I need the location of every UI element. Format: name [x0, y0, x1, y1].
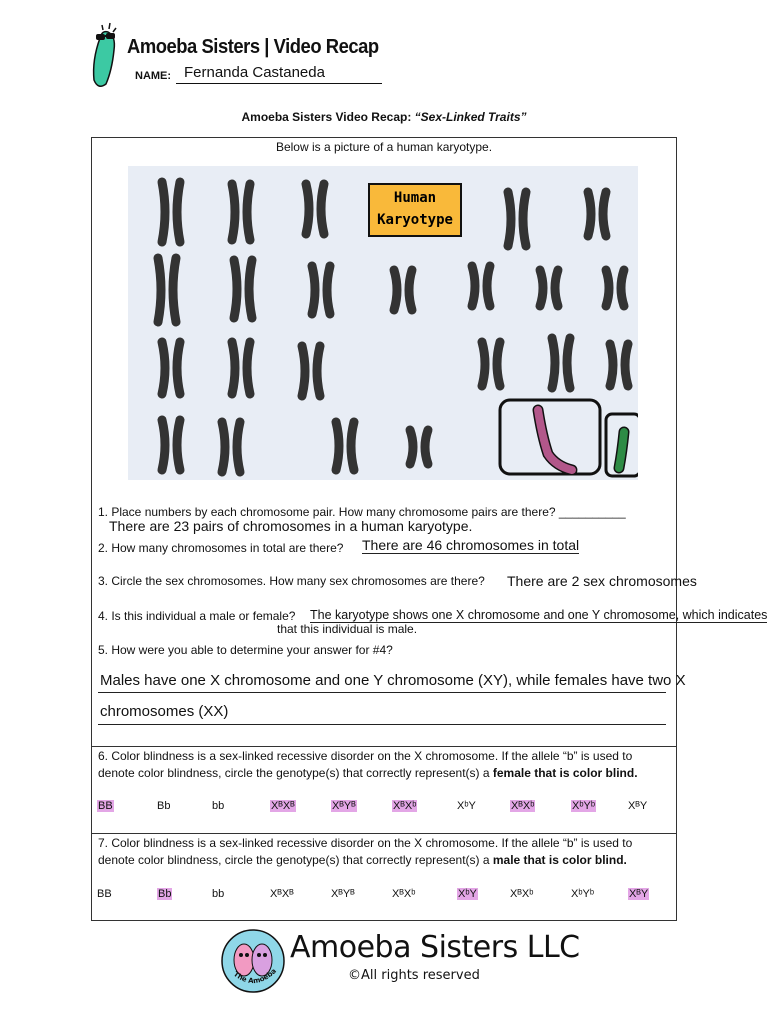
- answer-4[interactable]: The karyotype shows one X chromosome and one Y chromosome, which indicates: [310, 608, 768, 622]
- genotype-option[interactable]: XᵇY: [458, 888, 477, 900]
- chromosome: [177, 420, 180, 470]
- genotype-option[interactable]: XᵇYᵇ: [571, 888, 594, 900]
- chromosome: [234, 260, 237, 318]
- karyotype-image: [128, 166, 638, 480]
- genotype-option[interactable]: XᴮXᵇ: [510, 888, 534, 900]
- question-7-bold: male that is color blind.: [492, 853, 627, 867]
- answer-5-underline2: [98, 724, 666, 725]
- answer-5-line1[interactable]: Males have one X chromosome and one Y chromosome (XY), while females have two X: [100, 672, 686, 689]
- answer-1: There are 23 pairs of chromosomes in a human karyotype.: [109, 518, 473, 534]
- chromosome: [162, 342, 165, 394]
- genotype-option[interactable]: XᴮXᵇ: [393, 800, 417, 812]
- footer-company: Amoeba Sisters LLC: [290, 930, 580, 965]
- genotype-option[interactable]: XᵇY: [457, 800, 476, 812]
- chromosome: [232, 342, 235, 394]
- answer-3[interactable]: There are 2 sex chromosomes: [507, 573, 697, 589]
- chromosome: [482, 342, 485, 386]
- divider-q7: [91, 833, 677, 834]
- chromosome: [158, 258, 161, 322]
- chromosome: [249, 260, 252, 318]
- name-label: NAME:: [135, 70, 172, 82]
- chromosome: [410, 430, 413, 464]
- genotype-option[interactable]: BB: [97, 888, 112, 900]
- answer-2[interactable]: There are 46 chromosomes in total: [362, 537, 580, 553]
- chromosome: [621, 270, 624, 306]
- chromosome: [606, 270, 609, 306]
- genotype-option[interactable]: XᴮY: [629, 888, 649, 900]
- question-2: 2. How many chromosomes in total are there?: [98, 541, 344, 555]
- genotype-option[interactable]: XᴮXᴮ: [270, 888, 294, 900]
- genotype-option[interactable]: bb: [212, 800, 225, 812]
- amoeba-sisters-logo: [220, 928, 286, 994]
- chromosome: [472, 266, 475, 306]
- brand-title: Amoeba Sisters | Video Recap: [127, 36, 379, 58]
- question-6-line2: denote color blindness, circle the genotype(s) that correctly represent(s) a female that is color blind.: [98, 766, 638, 780]
- chromosome: [425, 430, 428, 464]
- title-topic: “Sex-Linked Traits”: [414, 110, 527, 124]
- chromosome: [222, 422, 225, 472]
- genotype-option[interactable]: Bb: [158, 888, 172, 900]
- genotype-option[interactable]: XᵇYᵇ: [572, 800, 595, 812]
- genotype-option[interactable]: XᴮYᴮ: [332, 800, 356, 812]
- intro-text: Below is a picture of a human karyotype.: [275, 140, 493, 154]
- chromosome: [247, 342, 250, 394]
- question-7-line1: 7. Color blindness is a sex-linked recessive disorder on the X chromosome. If the allele “b” is used to: [98, 836, 633, 850]
- answer-5-underline1: [98, 692, 666, 693]
- chromosome: [336, 422, 339, 470]
- logo-text: The Amoeba: [231, 966, 279, 986]
- amoeba-mascot-icon: [86, 20, 126, 90]
- genotype-option[interactable]: bb: [212, 888, 225, 900]
- question-7-line2: denote color blindness, circle the genotype(s) that correctly represent(s) a male that is color blind.: [98, 853, 627, 867]
- answer-5-line2[interactable]: chromosomes (XX): [100, 703, 229, 720]
- genotype-option[interactable]: XᴮXᵇ: [392, 888, 416, 900]
- chromosome: [177, 342, 180, 394]
- chromosome: [588, 192, 591, 236]
- chromosome: [625, 344, 628, 386]
- chromosome: [327, 266, 330, 314]
- genotype-row-q7: [0, 888, 768, 904]
- chromosome: [603, 192, 606, 236]
- chromosome: [555, 270, 558, 306]
- chromosome: [312, 266, 315, 314]
- chromosome: [317, 346, 320, 396]
- chromosome: [540, 270, 543, 306]
- chromosome: [302, 346, 305, 396]
- question-4: 4. Is this individual a male or female?: [98, 609, 296, 623]
- question-6-line1: 6. Color blindness is a sex-linked recessive disorder on the X chromosome. If the allele “b” is used to: [98, 749, 633, 763]
- divider-q6: [91, 746, 677, 747]
- question-5: 5. How were you able to determine your answer for #4?: [98, 643, 393, 657]
- chromosome: [508, 192, 511, 246]
- y-chromosome: [619, 432, 624, 468]
- question-3: 3. Circle the sex chromosomes. How many sex chromosomes are there?: [98, 574, 485, 588]
- karyotype-label-line1: Human: [393, 190, 437, 206]
- chromosome: [610, 344, 613, 386]
- chromosome: [409, 270, 412, 310]
- genotype-option[interactable]: BB: [98, 800, 113, 812]
- chromosome: [247, 184, 250, 240]
- chromosome: [487, 266, 490, 306]
- genotype-option[interactable]: Bb: [157, 800, 171, 812]
- chromosome: [567, 338, 570, 388]
- chromosome: [497, 342, 500, 386]
- karyotype-label-line2: Karyotype: [377, 212, 453, 228]
- question-1: 1. Place numbers by each chromosome pair. How many chromosome pairs are there? __________: [98, 505, 626, 519]
- question-6-bold: female that is color blind.: [492, 766, 638, 780]
- chromosome: [237, 422, 240, 472]
- genotype-option[interactable]: XᴮXᴮ: [271, 800, 295, 812]
- page-title: Amoeba Sisters Video Recap: “Sex-Linked Traits”: [241, 110, 527, 124]
- chromosome: [232, 184, 235, 240]
- chromosome: [177, 182, 180, 242]
- chromosome: [523, 192, 526, 246]
- genotype-option[interactable]: XᴮY: [628, 800, 648, 812]
- footer-rights: ©All rights reserved: [348, 968, 480, 983]
- genotype-row-q6: [0, 800, 768, 816]
- chromosome: [306, 184, 309, 234]
- name-underline: [176, 83, 382, 84]
- chromosome: [394, 270, 397, 310]
- genotype-option[interactable]: XᴮYᴮ: [331, 888, 355, 900]
- chromosome: [173, 258, 176, 322]
- answer-4-cont: that this individual is male.: [277, 622, 418, 636]
- chromosome: [552, 338, 555, 388]
- chromosome: [321, 184, 324, 234]
- chromosome: [351, 422, 354, 470]
- chromosome: [162, 420, 165, 470]
- student-name: Fernanda Castaneda: [184, 64, 325, 81]
- chromosome: [162, 182, 165, 242]
- genotype-option[interactable]: XᴮXᵇ: [511, 800, 535, 812]
